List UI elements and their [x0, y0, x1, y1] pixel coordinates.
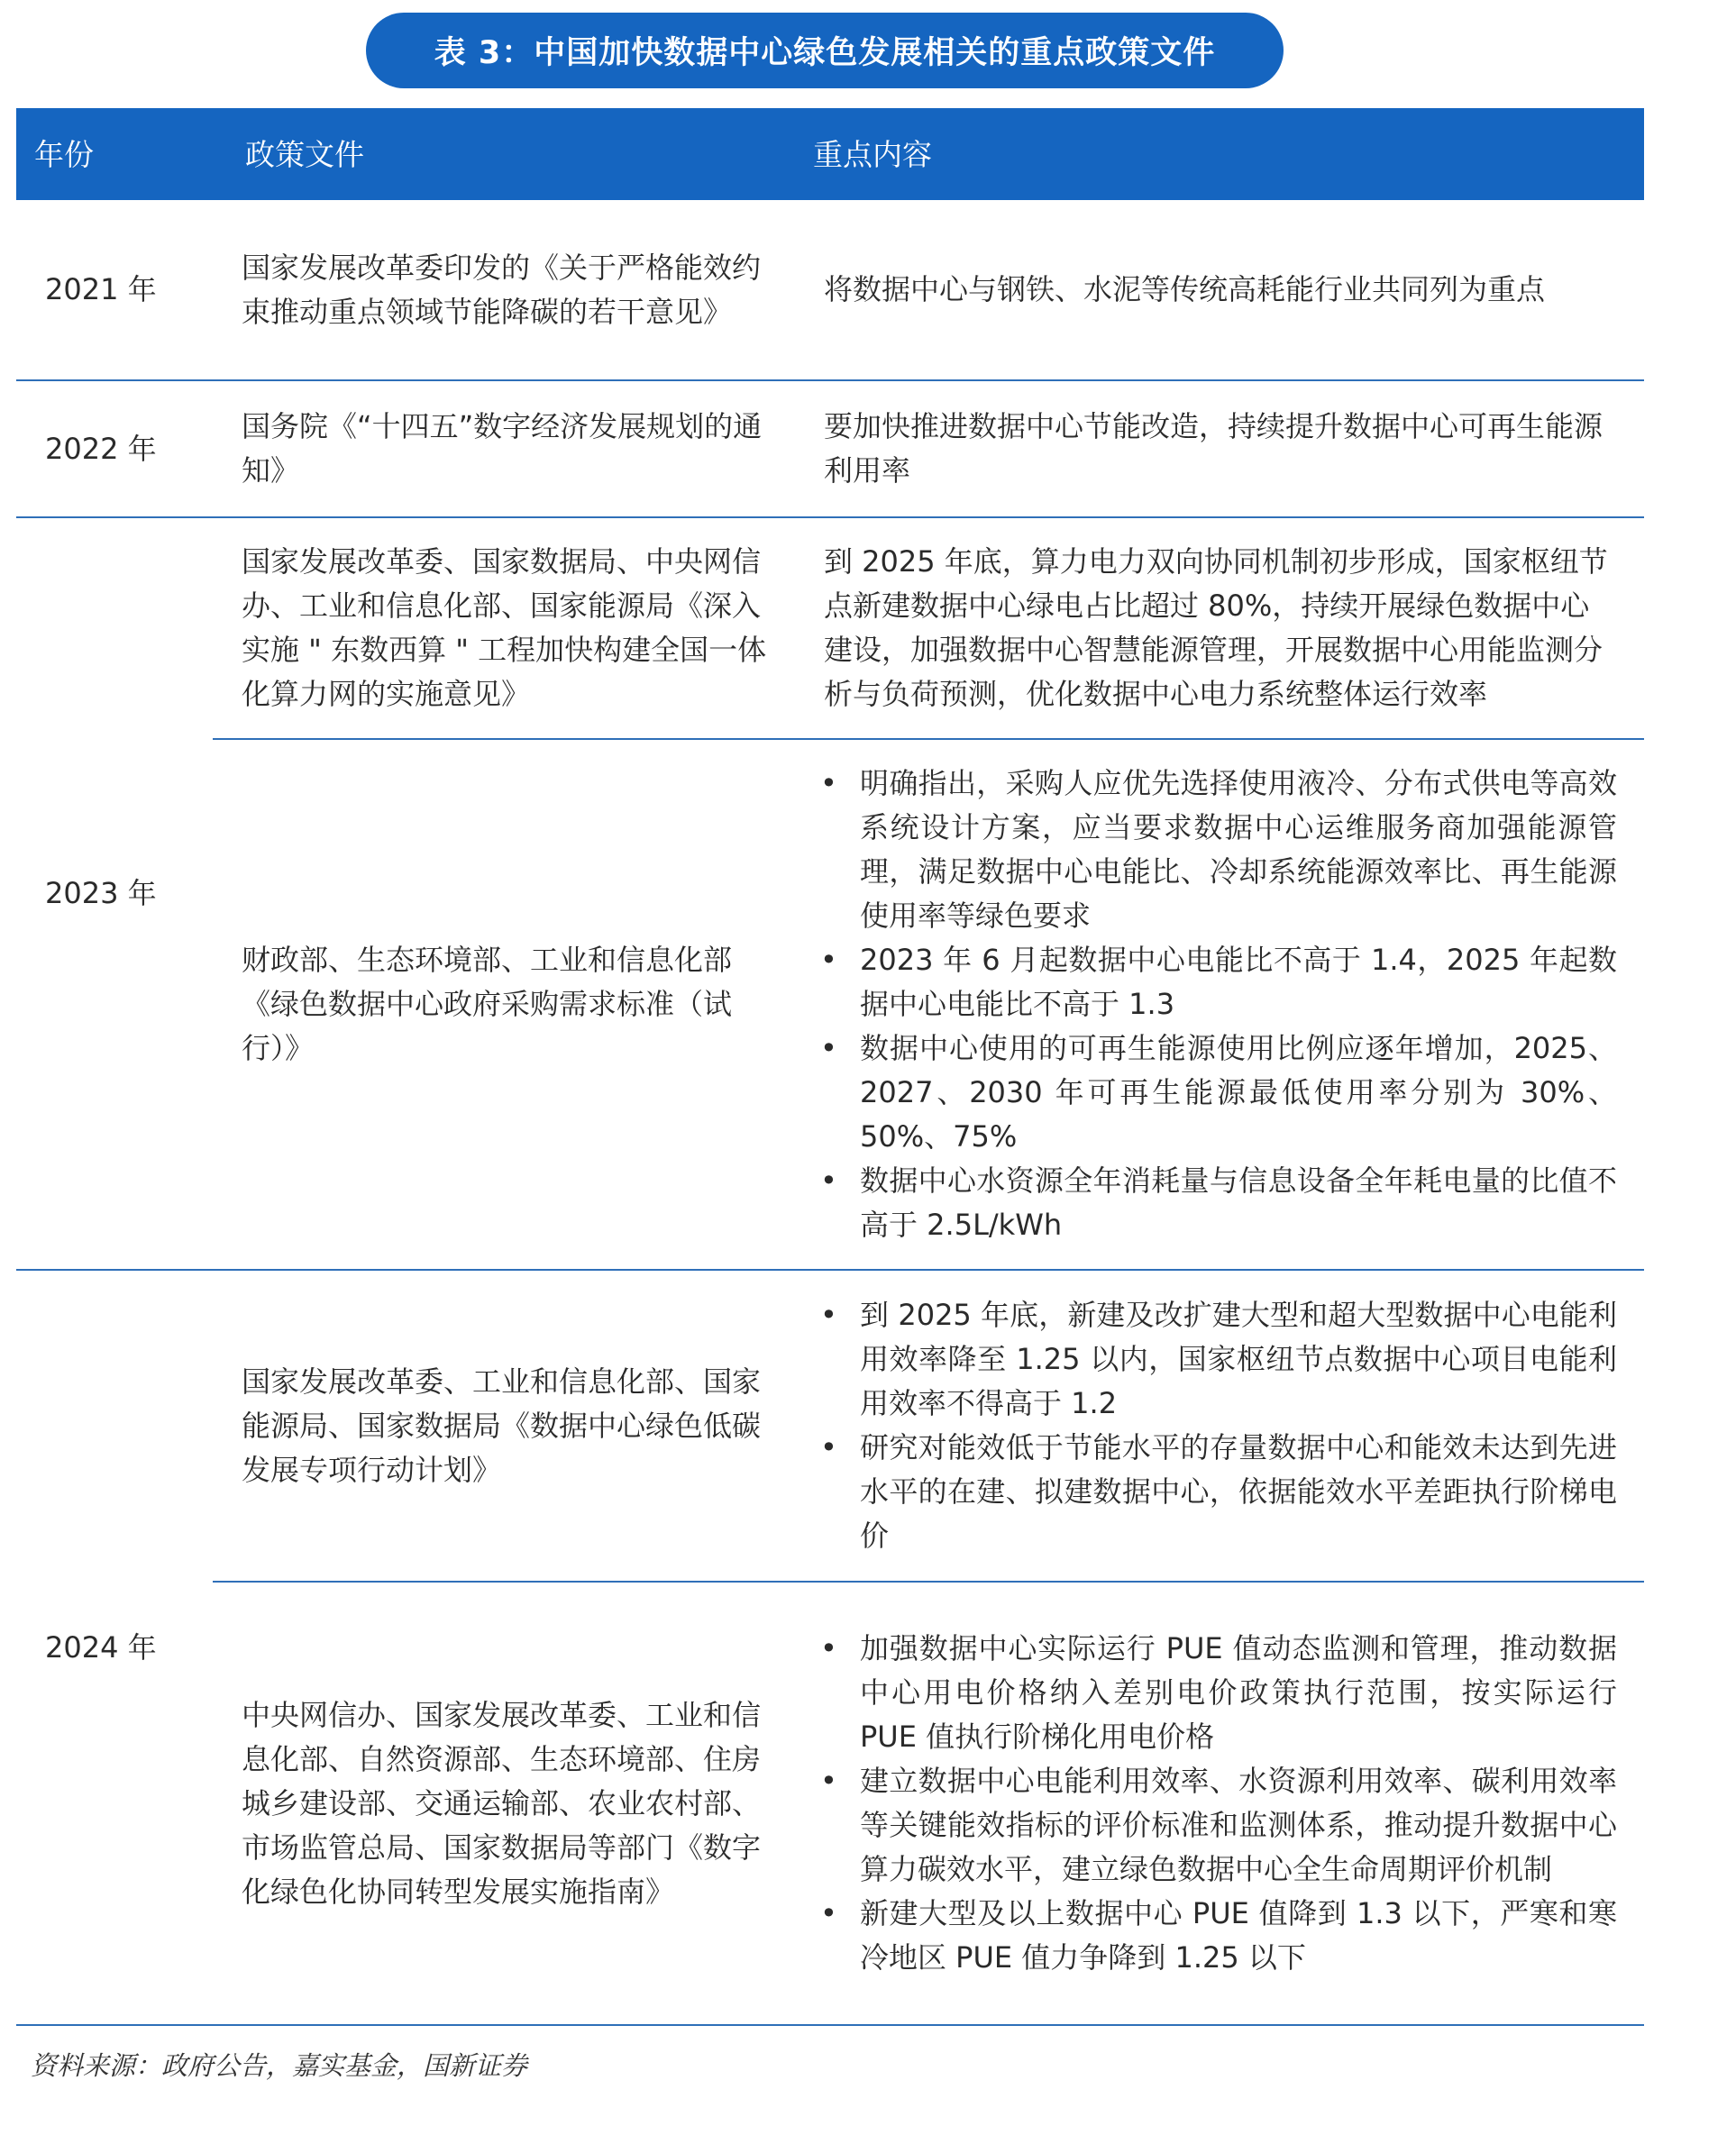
year-cell: 2022 年 [16, 380, 213, 517]
list-item: • 建立数据中心电能利用效率、水资源利用效率、碳利用效率等关键能效指标的评价标准和监测体系，推动提升数据中心算力碳效水平，建立绿色数据中心全生命周期评价机制 [820, 1759, 1617, 1892]
header-key-content: 重点内容 [793, 108, 1644, 200]
list-item: • 加强数据中心实际运行 PUE 值动态监测和管理，推动数据中心用电价格纳入差别电价政策执行范围，按实际运行 PUE 值执行阶梯化用电价格 [820, 1627, 1617, 1759]
year-cell: 2021 年 [16, 200, 213, 380]
table-header-row [16, 108, 1644, 200]
list-item: • 研究对能效低于节能水平的存量数据中心和能效未达到先进水平的在建、拟建数据中心，依据能效水平差距执行阶梯电价 [820, 1426, 1617, 1558]
list-item: • 明确指出，采购人应优先选择使用液冷、分布式供电等高效系统设计方案，应当要求数据中心运维服务商加强能源管理，满足数据中心电能比、冷却系统能源效率比、再生能源使用率等绿色要求 [820, 762, 1617, 938]
header-year: 年份 [16, 108, 213, 200]
table-row [16, 517, 1644, 739]
table-row [16, 380, 1644, 517]
policy-document-cell: 国家发展改革委、国家数据局、中央网信办、工业和信息化部、国家能源局《深入实施 " 东数西算 " 工程加快构建全国一体化算力网的实施意见》 [213, 517, 793, 739]
table-row [16, 200, 1644, 380]
bullet-list [820, 762, 1617, 1247]
year-cell: 2023 年 [16, 517, 213, 1270]
key-content-cell [793, 739, 1644, 1270]
list-item: • 2023 年 6 月起数据中心电能比不高于 1.4，2025 年起数据中心电能比不高于 1.3 [820, 938, 1617, 1026]
key-content-cell: 到 2025 年底，算力电力双向协同机制初步形成，国家枢纽节点新建数据中心绿电占比超过 80%，持续开展绿色数据中心建设，加强数据中心智慧能源管理，开展数据中心用能监测分析与负荷预测，优化数据中心电力系统整体运行效率 [793, 517, 1644, 739]
policy-document-cell: 国务院《“十四五”数字经济发展规划的通知》 [213, 380, 793, 517]
table-row [16, 739, 1644, 1270]
bullet-list [820, 1293, 1617, 1558]
source-note: 资料来源：政府公告，嘉实基金，国新证券 [31, 2050, 528, 2081]
table-row [16, 1270, 1644, 1582]
policy-document-cell: 国家发展改革委印发的《关于严格能效约束推动重点领域节能降碳的若干意见》 [213, 200, 793, 380]
key-content-cell [793, 1270, 1644, 1582]
list-item: • 新建大型及以上数据中心 PUE 值降到 1.3 以下，严寒和寒冷地区 PUE 值力争降到 1.25 以下 [820, 1892, 1617, 1980]
bullet-list [820, 1627, 1617, 1980]
list-item: • 到 2025 年底，新建及改扩建大型和超大型数据中心电能利用效率降至 1.25 以内，国家枢纽节点数据中心项目电能利用效率不得高于 1.2 [820, 1293, 1617, 1426]
key-content-cell [793, 1582, 1644, 2025]
table-title: 表 3：中国加快数据中心绿色发展相关的重点政策文件 [366, 13, 1284, 88]
policy-document-cell: 财政部、生态环境部、工业和信息化部《绿色数据中心政府采购需求标准（试行）》 [213, 739, 793, 1270]
header-policy-document: 政策文件 [213, 108, 793, 200]
policy-document-cell: 中央网信办、国家发展改革委、工业和信息化部、自然资源部、生态环境部、住房城乡建设部、交通运输部、农业农村部、市场监管总局、国家数据局等部门《数字化绿色化协同转型发展实施指南》 [213, 1582, 793, 2025]
list-item: • 数据中心使用的可再生能源使用比例应逐年增加，2025、2027、2030 年可再生能源最低使用率分别为 30%、50%、75% [820, 1026, 1617, 1159]
key-content-cell: 要加快推进数据中心节能改造，持续提升数据中心可再生能源利用率 [793, 380, 1644, 517]
year-cell: 2024 年 [16, 1270, 213, 2025]
table-row [16, 1582, 1644, 2025]
list-item: • 数据中心水资源全年消耗量与信息设备全年耗电量的比值不高于 2.5L/kWh [820, 1159, 1617, 1247]
policy-table [16, 108, 1644, 2026]
key-content-cell: 将数据中心与钢铁、水泥等传统高耗能行业共同列为重点 [793, 200, 1644, 380]
policy-document-cell: 国家发展改革委、工业和信息化部、国家能源局、国家数据局《数据中心绿色低碳发展专项行动计划》 [213, 1270, 793, 1582]
